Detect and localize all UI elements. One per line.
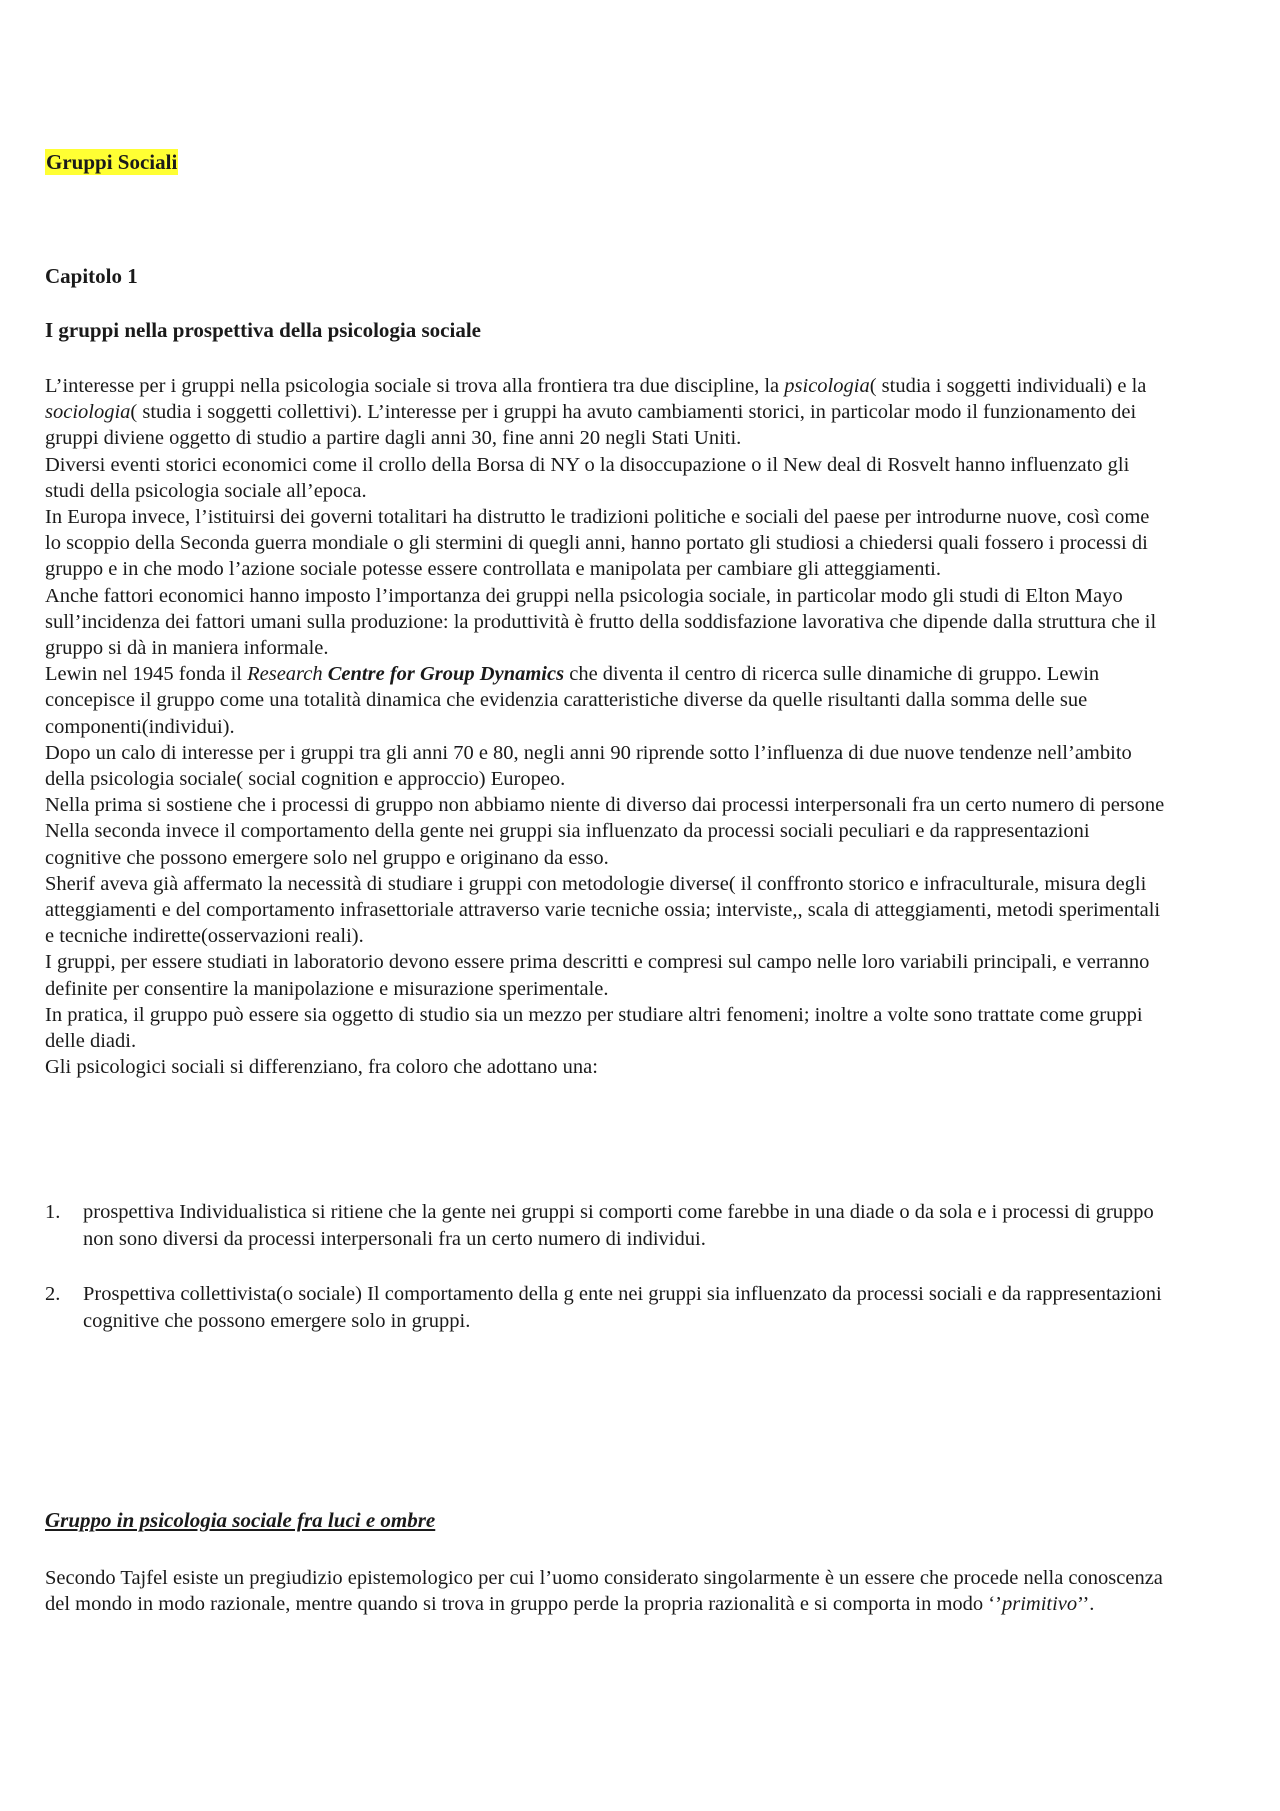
paragraph: Sherif aveva già affermato la necessità di studiare i gruppi con metodologie diverse( il conffronto storico e infraculturale, misura degli atteggiamenti e del comportamento infrasettoriale attraverso varie tecniche ossia; interviste,, scala di atteggiamenti, metodi sperimentali e tecniche indirette(osservazioni reali). [45,872,1161,948]
section-body [45,1565,1170,1617]
chapter-subtitle: I gruppi nella prospettiva della psicologia sociale [45,318,481,342]
paragraph: Lewin nel 1945 fonda il Research Centre for Group Dynamics che diventa il centro di ricerca sulle dinamiche di gruppo. Lewin concepisce il gruppo come una totalità dinamica che evidenzia caratteristiche diverse da quelle risultanti dalla somma delle sue componenti(individui). [45,663,1100,738]
paragraph: L’interesse per i gruppi nella psicologia sociale si trova alla frontiera tra due discipline, la psicologia( studia i soggetti individuali) e la sociologia( studia i soggetti collettivi). L’interesse per i gruppi ha avuto cambiamenti storici, in particolar modo il funzionamento dei gruppi diviene oggetto di studio a partire dagli anni 30, fine anni 20 negli Stati Uniti. [45,375,1147,450]
chapter-heading: Capitolo 1 [45,264,138,288]
document-title: Gruppi Sociali [46,150,178,174]
paragraph: I gruppi, per essere studiati in laboratorio devono essere prima descritti e compresi sul campo nelle loro variabili principali, e verranno definite per consentire la manipolazione e misurazione sperimentale. [45,951,1150,1000]
chapter-body [45,373,1170,1080]
paragraph: In Europa invece, l’istituirsi dei governi totalitari ha distrutto le tradizioni politiche e sociali del paese per introdurne nuove, così come lo scoppio della Seconda guerra mondiale o gli stermini di quegli anni, hanno portato gli studiosi a chiedersi quali fossero i processi di gruppo e in che modo l’azione sociale potesse essere controllata e manipolata per cambiare gli atteggiamenti. [45,506,1150,581]
paragraph: In pratica, il gruppo può essere sia oggetto di studio sia un mezzo per studiare altri fenomeni; inoltre a volte sono trattate come gruppi delle diadi. [45,1003,1143,1053]
paragraph: Anche fattori economici hanno imposto l’importanza dei gruppi nella psicologia sociale, in particolar modo gli studi di Elton Mayo sull’incidenza dei fattori umani sulla produzione: la produttività è frutto della soddisfazione lavorativa che dipende dalla struttura che il gruppo si dà in maniera informale. [45,584,1157,660]
list-number: 1. [45,1201,61,1223]
paragraph: Secondo Tajfel esiste un pregiudizio epistemologico per cui l’uomo considerato singolarmente è un essere che procede nella conoscenza del mondo in modo razionale, mentre quando si trova in gruppo perde la propria razionalità e si comporta in modo ‘’primitivo’’. [45,1567,1163,1616]
paragraph: Nella seconda invece il comportamento della gente nei gruppi sia influenzato da processi sociali peculiari e da rappresentazioni cognitive che possono emergere solo nel gruppo e originano da esso. [45,820,1090,869]
list-item [45,1281,1170,1334]
section-heading: Gruppo in psicologia sociale fra luci e ombre [45,1508,436,1532]
paragraph: Diversi eventi storici economici come il crollo della Borsa di NY o la disoccupazione o il New deal di Rosvelt hanno influenzato gli studi della psicologia sociale all’epoca. [45,453,1130,502]
list-item-text: Prospettiva collettivista(o sociale) Il comportamento della g ente nei gruppi sia influenzato da processi sociali e da rappresentazioni cognitive che possono emergere solo in gruppi. [83,1283,1162,1332]
paragraph: Nella prima si sostiene che i processi di gruppo non abbiamo niente di diverso dai processi interpersonali fra un certo numero di persone [45,794,1165,817]
list-item-text: prospettiva Individualistica si ritiene che la gente nei gruppi si comporti come farebbe in una diade o da sola e i processi di gruppo non sono diversi da processi interpersonali fra un certo numero di individui. [83,1201,1154,1250]
paragraph: Dopo un calo di interesse per i gruppi tra gli anni 70 e 80, negli anni 90 riprende sotto l’influenza di due nuove tendenze nell’ambito della psicologia sociale( social cognition e approccio) Europeo. [45,741,1132,791]
list-number: 2. [45,1283,61,1305]
perspectives-list [45,1199,1170,1363]
list-item [45,1199,1170,1252]
paragraph: Gli psicologici sociali si differenziano, fra coloro che adottano una: [45,1056,598,1079]
